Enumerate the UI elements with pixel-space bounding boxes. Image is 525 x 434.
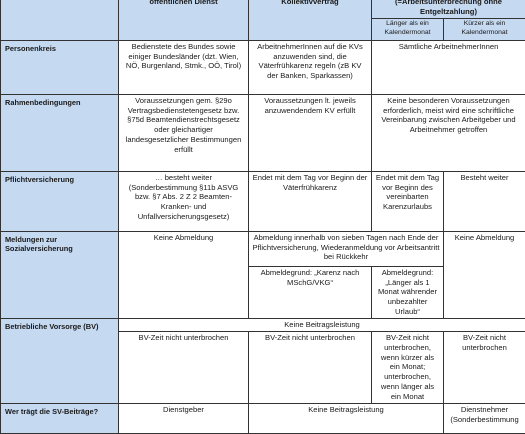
rahmen-kv: Voraussetzungen lt. jeweils anzuwendendem KV erfüllt bbox=[249, 94, 372, 171]
meldungen-shorter: Keine Abmeldung bbox=[444, 231, 525, 318]
meldungen-grund-urlaub: Abmeldegrund: „Länger als 1 Monat währender unbezahlter Urlaub“ bbox=[372, 266, 444, 318]
meldungen-grund-karenz: Abmeldegrund: „Karenz nach MSchG/VKG“ bbox=[249, 266, 372, 318]
sv-public: Dienstgeber bbox=[119, 403, 249, 433]
meldungen-public: Keine Abmeldung bbox=[119, 231, 249, 318]
row-label-rahmen: Rahmenbedingungen bbox=[1, 94, 119, 171]
meldungen-abmeldung: Abmeldung innerhalb von sieben Tagen nach Ende der Pflichtversicherung, Wiederanmeldung vor Arbeitsantritt bei Rückkehr bbox=[249, 231, 444, 266]
row-label-personenkreis: Personenkreis bbox=[1, 40, 119, 94]
bv-banner: Keine Beitragsleistung bbox=[119, 319, 525, 332]
pflicht-longer: Endet mit dem Tag vor Beginn des vereinbarten Karenzurlaubs bbox=[372, 171, 444, 231]
bv-longer: BV-Zeit nicht unterbrochen, wenn kürzer als ein Monat; unterbrochen, wenn länger als ein Monat bbox=[372, 331, 444, 403]
row-label-meldungen: Meldungen zur Sozialversicherung bbox=[1, 231, 119, 318]
row-label-pflicht: Pflichtversicherung bbox=[1, 171, 119, 231]
pflicht-kv: Endet mit dem Tag vor Beginn der Väterfrühkarenz bbox=[249, 171, 372, 231]
header-collective-agreement: Kollektivvertrag bbox=[249, 0, 372, 40]
header-corner bbox=[1, 0, 119, 40]
header-shorter-than-month: Kürzer als ein Kalendermonat bbox=[444, 18, 525, 40]
bv-public: BV-Zeit nicht unterbrochen bbox=[119, 331, 249, 403]
header-longer-than-month: Länger als ein Kalendermonat bbox=[372, 18, 444, 40]
row-label-sv: Wer trägt die SV-Beiträge? bbox=[1, 403, 119, 433]
rahmen-leave: Keine besonderen Voraussetzungen erforderlich, meist wird eine schriftliche Vereinbarung zwischen Arbeitgeber und Arbeitnehmer getroffen bbox=[372, 94, 525, 171]
personenkreis-leave: Sämtliche ArbeitnehmerInnen bbox=[372, 40, 525, 94]
sv-no-contribution: Keine Beitragsleistung bbox=[249, 403, 444, 433]
pflicht-shorter: Besteht weiter bbox=[444, 171, 525, 231]
personenkreis-kv: ArbeitnehmerInnen auf die KVs anzuwenden sind, die Väterfrühkarenz regeln (zB KV der Banken, Sparkassen) bbox=[249, 40, 372, 94]
rahmen-public: Voraussetzungen gem. §29o Vertragsbedienstetengesetz bzw. §75d Beamtendienstrechtsgesetz oder gleichartiger landesgesetzlicher Bestimmungen erfüllt bbox=[119, 94, 249, 171]
row-label-bv: Betriebliche Vorsorge (BV) bbox=[1, 319, 119, 404]
pflicht-public: … besteht weiter (Sonderbestimmung §11b ASVG bzw. §7 Abs. 2 Z 2 Beamten-Kranken- und Unfallversicherungsgesetz) bbox=[119, 171, 249, 231]
bv-kv: BV-Zeit nicht unterbrochen bbox=[249, 331, 372, 403]
bv-shorter: BV-Zeit nicht unterbrochen bbox=[444, 331, 525, 403]
header-unpaid-leave: (=Arbeitsunterbrechung ohne Entgeltzahlung) bbox=[372, 0, 525, 18]
personenkreis-public: Bedienstete des Bundes sowie einiger Bundesländer (dzt. Wien, NÖ, Burgenland, Stmk., OÖ, Tirol) bbox=[119, 40, 249, 94]
sv-shorter: Dienstnehmer (Sonderbestimmung bbox=[444, 403, 525, 433]
header-public-service: öffentlichen Dienst bbox=[119, 0, 249, 40]
